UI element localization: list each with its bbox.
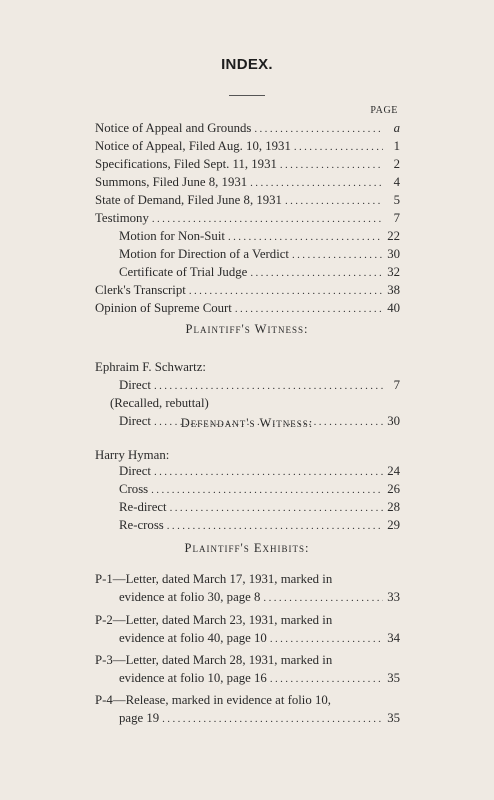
entry-label: Notice of Appeal and Grounds bbox=[95, 121, 252, 135]
entry-label: Opinion of Supreme Court bbox=[95, 301, 232, 315]
entry-label: Direct bbox=[119, 464, 151, 478]
entry-page: 33 bbox=[387, 590, 400, 604]
entry-label: Specifications, Filed Sept. 11, 1931 bbox=[95, 157, 277, 171]
entry-label: Certificate of Trial Judge bbox=[119, 265, 248, 279]
leader-dots bbox=[250, 174, 383, 192]
entry-label: Motion for Non-Suit bbox=[119, 229, 225, 243]
leader-dots bbox=[235, 300, 383, 318]
entry-label: Re-direct bbox=[119, 500, 167, 514]
leader-dots bbox=[152, 210, 383, 228]
index-entry bbox=[95, 155, 400, 173]
exhibit-line: P-2—Letter, dated March 23, 1931, marked in bbox=[95, 613, 333, 627]
entry-page: 1 bbox=[393, 139, 400, 153]
entry-label: Summons, Filed June 8, 1931 bbox=[95, 175, 248, 189]
entry-label: State of Demand, Filed June 8, 1931 bbox=[95, 193, 282, 207]
entry-label: Notice of Appeal, Filed Aug. 10, 1931 bbox=[95, 139, 291, 153]
entry-label: Cross bbox=[119, 482, 149, 496]
leader-dots bbox=[280, 156, 383, 174]
entry-page: 4 bbox=[393, 175, 400, 189]
exhibit-entry bbox=[119, 669, 400, 687]
entry-label: Direct bbox=[119, 414, 151, 428]
entry-page: 38 bbox=[387, 283, 400, 297]
entry-page: 30 bbox=[387, 414, 400, 428]
entry-label: Motion for Direction of a Verdict bbox=[119, 247, 289, 261]
exhibit-line: P-1—Letter, dated March 17, 1931, marked in bbox=[95, 572, 333, 586]
entry-label: evidence at folio 30, page 8 bbox=[119, 590, 261, 604]
exhibit-entry bbox=[119, 629, 400, 647]
entry-label: evidence at folio 10, page 16 bbox=[119, 671, 267, 685]
section-heading-plaintiff-exhibits: Plaintiff's Exhibits: bbox=[184, 541, 310, 555]
entry-page: 35 bbox=[387, 671, 400, 685]
index-entry bbox=[95, 281, 400, 299]
leader-dots bbox=[285, 192, 383, 210]
entry-label: evidence at folio 40, page 10 bbox=[119, 631, 267, 645]
entry-page: a bbox=[393, 121, 400, 135]
page-column-header: PAGE bbox=[370, 105, 398, 116]
index-entry bbox=[95, 191, 400, 209]
section-heading-defendant-witness: Defendant's Witness: bbox=[180, 416, 314, 430]
leader-dots bbox=[270, 630, 383, 648]
entry-page: 28 bbox=[387, 500, 400, 514]
entry-label: Direct bbox=[119, 378, 151, 392]
leader-dots bbox=[154, 377, 383, 395]
index-subentry bbox=[119, 227, 400, 245]
leader-dots bbox=[167, 517, 383, 535]
index-entry bbox=[95, 119, 400, 137]
leader-dots bbox=[189, 282, 383, 300]
entry-page: 2 bbox=[393, 157, 400, 171]
page-title: INDEX. bbox=[221, 56, 273, 73]
entry-page: 24 bbox=[387, 464, 400, 478]
exhibit-line: P-3—Letter, dated March 28, 1931, marked in bbox=[95, 653, 333, 667]
exhibit-line: P-4—Release, marked in evidence at folio 10, bbox=[95, 693, 331, 707]
index-entry bbox=[95, 173, 400, 191]
leader-dots bbox=[270, 670, 383, 688]
testimony-entry bbox=[119, 516, 400, 534]
index-entry bbox=[95, 299, 400, 317]
leader-dots bbox=[151, 481, 383, 499]
entry-page: 22 bbox=[387, 229, 400, 243]
entry-page: 40 bbox=[387, 301, 400, 315]
witness-name: Harry Hyman: bbox=[95, 448, 170, 462]
index-entry bbox=[95, 137, 400, 155]
entry-label: page 19 bbox=[119, 711, 160, 725]
entry-page: 5 bbox=[393, 193, 400, 207]
testimony-entry bbox=[119, 462, 400, 480]
entry-page: 7 bbox=[393, 211, 400, 225]
exhibit-entry bbox=[119, 709, 400, 727]
leader-dots bbox=[170, 499, 383, 517]
leader-dots bbox=[162, 710, 383, 728]
entry-page: 7 bbox=[393, 378, 400, 392]
entry-label: Clerk's Transcript bbox=[95, 283, 186, 297]
entry-page: 34 bbox=[387, 631, 400, 645]
entry-page: 26 bbox=[387, 482, 400, 496]
leader-dots bbox=[292, 246, 383, 264]
section-heading-plaintiff-witness: Plaintiff's Witness: bbox=[185, 322, 309, 336]
testimony-entry bbox=[119, 480, 400, 498]
testimony-entry bbox=[119, 498, 400, 516]
leader-dots bbox=[250, 264, 383, 282]
testimony-note: (Recalled, rebuttal) bbox=[110, 396, 209, 410]
leader-dots bbox=[263, 589, 383, 607]
index-entry bbox=[95, 209, 400, 227]
testimony-entry bbox=[119, 376, 400, 394]
leader-dots bbox=[254, 120, 383, 138]
index-subentry bbox=[119, 263, 400, 281]
entry-page: 32 bbox=[387, 265, 400, 279]
entry-page: 30 bbox=[387, 247, 400, 261]
exhibit-entry bbox=[119, 588, 400, 606]
entry-page: 29 bbox=[387, 518, 400, 532]
entry-label: Re-cross bbox=[119, 518, 164, 532]
index-subentry bbox=[119, 245, 400, 263]
witness-name: Ephraim F. Schwartz: bbox=[95, 360, 206, 374]
entry-page: 35 bbox=[387, 711, 400, 725]
entry-label: Testimony bbox=[95, 211, 149, 225]
leader-dots bbox=[154, 463, 383, 481]
title-rule bbox=[229, 95, 265, 96]
leader-dots bbox=[228, 228, 383, 246]
leader-dots bbox=[294, 138, 383, 156]
